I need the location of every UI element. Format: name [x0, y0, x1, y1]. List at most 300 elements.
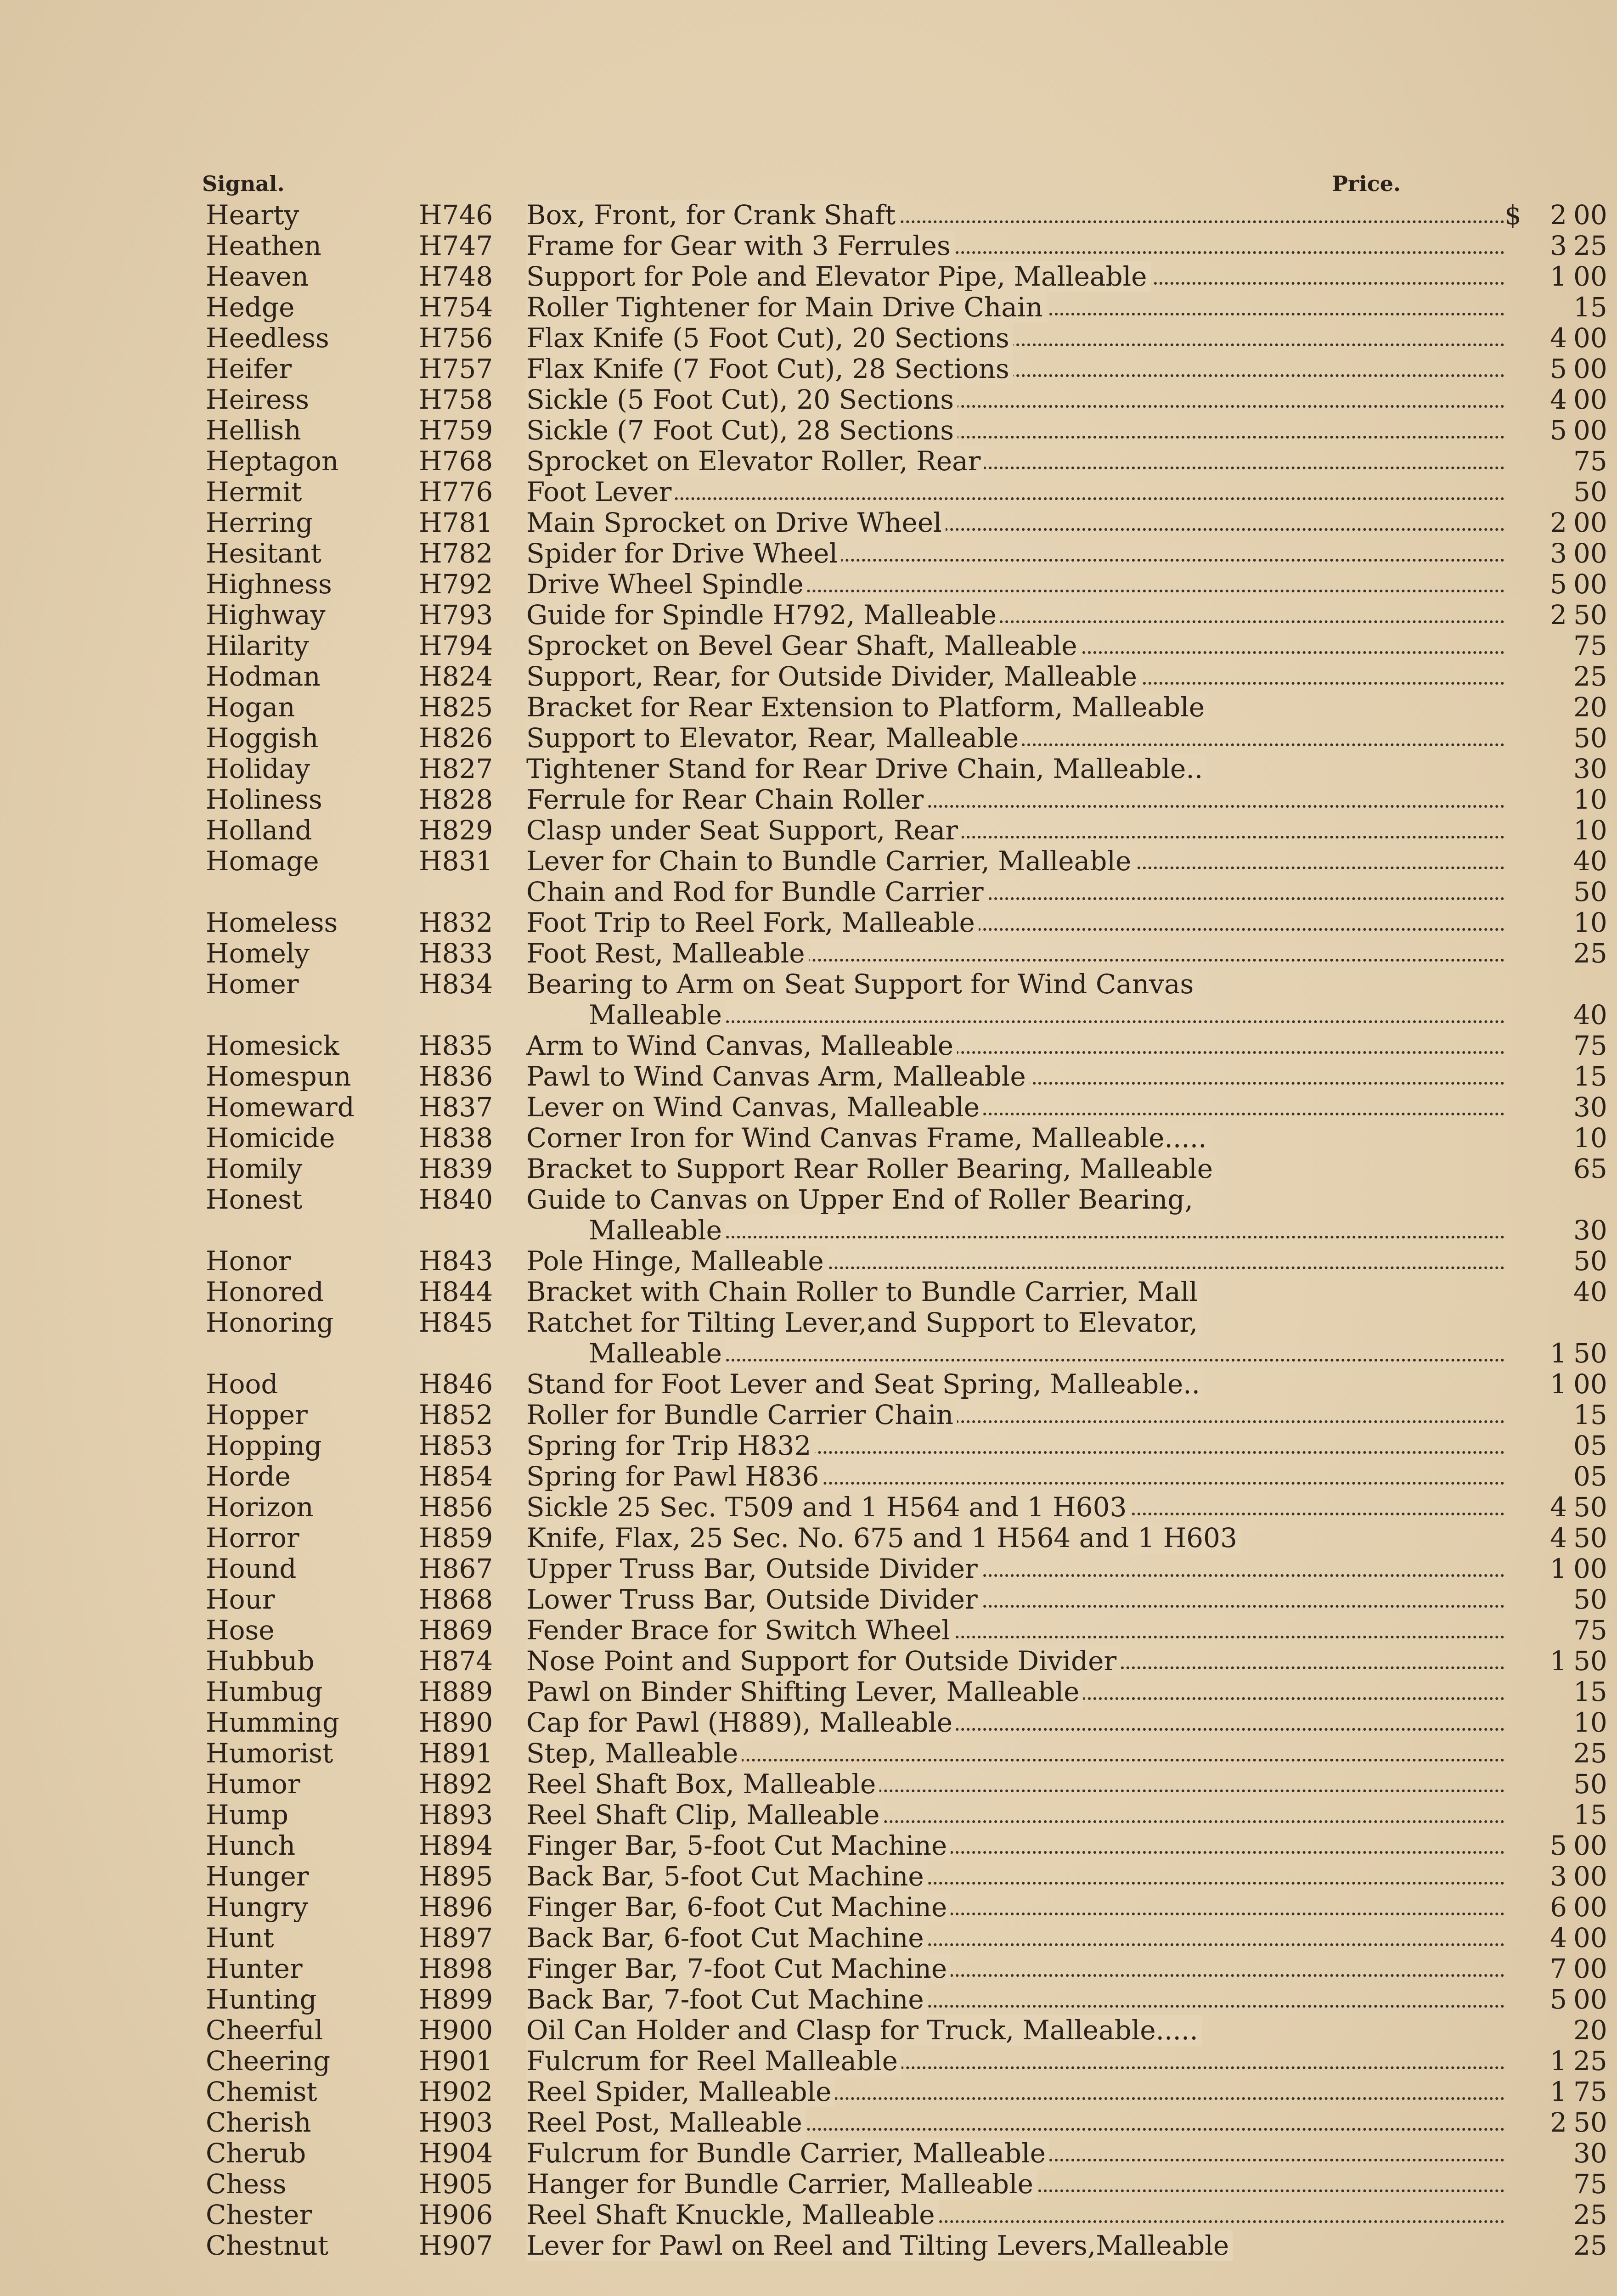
part-number: H768 — [419, 445, 493, 477]
description-text: Pawl on Binder Shifting Lever, Malleable — [526, 1677, 1083, 1707]
price-cents: 50 — [1573, 1645, 1607, 1677]
table-row — [202, 1368, 1607, 1400]
part-description — [526, 692, 1504, 723]
table-row — [202, 1707, 1607, 1738]
description-text: Step, Malleable — [526, 1738, 742, 1769]
price-dollars: 2 — [1550, 599, 1567, 630]
description-text: Frame for Gear with 3 Ferrules — [526, 231, 954, 261]
price-cents: 15 — [1573, 1061, 1607, 1092]
signal-word: Homeward — [206, 1092, 355, 1123]
description-text: Nose Point and Support for Outside Divider — [526, 1646, 1120, 1677]
part-number: H833 — [419, 938, 493, 969]
table-row — [202, 2045, 1607, 2077]
signal-word: Cherub — [206, 2138, 306, 2169]
dot-leader — [589, 1359, 1504, 1362]
part-description — [526, 2107, 1504, 2138]
part-number: H781 — [419, 507, 493, 538]
price-cents: 00 — [1573, 1984, 1607, 2015]
part-number: H840 — [419, 1184, 493, 1215]
table-row — [202, 199, 1607, 231]
price-cents: 40 — [1573, 1276, 1607, 1307]
table-row — [202, 1922, 1607, 1953]
part-description — [526, 261, 1504, 292]
price-cents: 25 — [1573, 661, 1607, 692]
price-cents: 50 — [1573, 476, 1607, 507]
price-cents: 10 — [1573, 1122, 1607, 1154]
price-cents: 00 — [1573, 1891, 1607, 1923]
price-cents: 25 — [1573, 230, 1607, 261]
part-description — [526, 1092, 1504, 1123]
price-cents: 50 — [1573, 876, 1607, 907]
signal-word: Chester — [206, 2199, 312, 2230]
table-row — [202, 1984, 1607, 2015]
part-number: H834 — [419, 968, 493, 1000]
part-number: H906 — [419, 2199, 493, 2230]
description-text: Roller Tightener for Main Drive Chain — [526, 292, 1047, 323]
part-description — [526, 200, 1504, 231]
description-text: Roller for Bundle Carrier Chain — [526, 1400, 957, 1430]
price-dollars: 1 — [1550, 1368, 1567, 1400]
table-row — [202, 661, 1607, 692]
part-description — [526, 784, 1504, 815]
signal-word: Hunting — [206, 1984, 317, 2015]
part-description — [526, 1184, 1504, 1215]
table-row — [202, 1184, 1401, 1215]
price-cents: 00 — [1573, 1830, 1607, 1861]
description-text: Foot Trip to Reel Fork, Malleable — [526, 907, 979, 938]
table-row — [202, 1061, 1607, 1092]
part-description — [526, 815, 1504, 846]
part-number: H776 — [419, 476, 493, 507]
description-text: Finger Bar, 6-foot Cut Machine — [526, 1892, 951, 1923]
part-description — [526, 2015, 1504, 2046]
signal-word: Chess — [206, 2168, 287, 2200]
price-cents: 00 — [1573, 353, 1607, 384]
price-dollars: 5 — [1550, 353, 1567, 384]
price-cents: 25 — [1573, 938, 1607, 969]
table-row — [202, 1153, 1607, 1184]
part-description — [526, 1523, 1504, 1553]
table-row — [202, 1645, 1607, 1677]
table-row — [202, 1399, 1607, 1430]
table-row — [202, 1030, 1607, 1061]
part-number: H756 — [419, 322, 493, 354]
table-row — [202, 230, 1607, 261]
part-description — [526, 969, 1504, 1000]
table-row — [202, 476, 1607, 507]
signal-word: Horde — [206, 1461, 291, 1492]
part-number: H843 — [419, 1245, 493, 1277]
signal-word: Hellish — [206, 415, 301, 446]
signal-word: Herring — [206, 507, 313, 538]
signal-word: Homily — [206, 1153, 303, 1184]
part-number: H893 — [419, 1799, 493, 1830]
description-text: Finger Bar, 7-foot Cut Machine — [526, 1953, 951, 1984]
description-text: Main Sprocket on Drive Wheel — [526, 507, 946, 538]
signal-word: Holiday — [206, 753, 310, 784]
part-number: H869 — [419, 1615, 493, 1646]
table-row — [202, 568, 1607, 600]
table-row — [202, 1461, 1607, 1492]
price-cents: 15 — [1573, 1399, 1607, 1430]
description-text: Support, Rear, for Outside Divider, Malleable — [526, 661, 1141, 692]
table-row — [202, 630, 1607, 661]
part-number: H839 — [419, 1153, 493, 1184]
part-description — [526, 846, 1504, 877]
price-cents: 75 — [1573, 2168, 1607, 2200]
signal-word: Hunter — [206, 1953, 303, 1984]
table-row — [202, 2015, 1607, 2046]
signal-word: Heifer — [206, 353, 292, 384]
description-text: Fulcrum for Reel Malleable — [526, 2046, 901, 2077]
table-row — [202, 938, 1607, 969]
description-text: Tightener Stand for Rear Drive Chain, Malleable.. — [526, 754, 1206, 784]
price-cents: 30 — [1573, 753, 1607, 784]
table-row — [202, 1245, 1607, 1277]
price-cents: 15 — [1573, 1799, 1607, 1830]
table-row — [202, 1307, 1401, 1338]
price-cents: 10 — [1573, 1707, 1607, 1738]
price-cents: 65 — [1573, 1153, 1607, 1184]
description-text: Sprocket on Elevator Roller, Rear — [526, 446, 984, 477]
description-text: Spring for Pawl H836 — [526, 1461, 823, 1492]
price-cents: 15 — [1573, 1676, 1607, 1707]
part-description — [526, 1953, 1504, 1984]
part-description — [526, 661, 1504, 692]
price-dollars: 5 — [1550, 1830, 1567, 1861]
description-text: Cap for Pawl (H889), Malleable — [526, 1707, 956, 1738]
part-description — [526, 1738, 1504, 1769]
table-row — [202, 907, 1607, 938]
part-description — [526, 292, 1504, 323]
price-cents: 00 — [1573, 384, 1607, 415]
part-description — [526, 384, 1504, 415]
part-number: H844 — [419, 1276, 493, 1307]
signal-word: Humming — [206, 1707, 339, 1738]
table-row — [202, 599, 1607, 630]
description-text: Back Bar, 5-foot Cut Machine — [526, 1861, 928, 1892]
description-text: Sprocket on Bevel Gear Shaft, Malleable — [526, 630, 1081, 661]
signal-word: Holiness — [206, 784, 322, 815]
part-description — [526, 1584, 1504, 1615]
part-number: H897 — [419, 1922, 493, 1953]
part-description — [526, 1830, 1504, 1861]
part-number: H856 — [419, 1491, 493, 1523]
part-number: H846 — [419, 1368, 493, 1400]
table-row — [202, 1491, 1607, 1523]
price-dollars: 4 — [1550, 1922, 1567, 1953]
signal-word: Hilarity — [206, 630, 309, 661]
price-cents: 25 — [1573, 2045, 1607, 2077]
price-dollars: 1 — [1550, 1645, 1567, 1677]
description-text: Malleable — [589, 1000, 726, 1030]
description-text: Bracket with Chain Roller to Bundle Carrier, Mall — [526, 1277, 1201, 1307]
part-number: H838 — [419, 1122, 493, 1154]
price-cents: 00 — [1573, 199, 1607, 231]
signal-word: Hesitant — [206, 538, 321, 569]
part-description — [526, 1061, 1504, 1092]
description-text: Ferrule for Rear Chain Roller — [526, 784, 927, 815]
part-number: H900 — [419, 2015, 493, 2046]
part-description — [526, 415, 1504, 446]
part-number: H837 — [419, 1092, 493, 1123]
table-row — [202, 845, 1607, 877]
description-text: Fender Brace for Switch Wheel — [526, 1615, 954, 1646]
description-text: Lever on Wind Canvas, Malleable — [526, 1092, 983, 1123]
description-text: Guide for Spindle H792, Malleable — [526, 600, 1000, 630]
signal-word: Hump — [206, 1799, 289, 1830]
description-text: Sickle (5 Foot Cut), 20 Sections — [526, 384, 958, 415]
description-text: Spider for Drive Wheel — [526, 538, 841, 569]
part-description — [526, 723, 1504, 754]
part-number: H907 — [419, 2230, 493, 2261]
description-text: Ratchet for Tilting Lever,and Support to Elevator, — [526, 1307, 1201, 1338]
signal-word: Horror — [206, 1522, 299, 1553]
description-text: Foot Lever — [526, 477, 675, 507]
table-row — [202, 2168, 1607, 2200]
part-number: H824 — [419, 661, 493, 692]
table-row — [202, 784, 1607, 815]
price-cents: 30 — [1573, 2138, 1607, 2169]
part-number: H854 — [419, 1461, 493, 1492]
part-number: H894 — [419, 1830, 493, 1861]
part-number: H867 — [419, 1553, 493, 1584]
description-text: Foot Rest, Malleable — [526, 938, 809, 969]
description-text: Flax Knife (7 Foot Cut), 28 Sections — [526, 354, 1013, 384]
part-number: H892 — [419, 1768, 493, 1800]
part-description — [526, 938, 1504, 969]
table-row — [202, 2230, 1607, 2261]
table-row — [202, 1953, 1607, 1984]
part-number: H895 — [419, 1861, 493, 1892]
price-cents: 25 — [1573, 1738, 1607, 1769]
part-description — [526, 1030, 1504, 1061]
table-row — [202, 2138, 1607, 2169]
signal-word: Hermit — [206, 476, 302, 507]
price-cents: 50 — [1573, 1522, 1607, 1553]
description-text: Clasp under Seat Support, Rear — [526, 815, 962, 846]
price-header: Price. — [1332, 171, 1401, 196]
description-text: Drive Wheel Spindle — [526, 569, 807, 600]
price-dollars: 5 — [1550, 568, 1567, 600]
part-number: H853 — [419, 1430, 493, 1461]
part-description — [526, 2230, 1504, 2261]
part-description — [526, 1154, 1504, 1184]
price-dollars: 1 — [1550, 2045, 1567, 2077]
price-cents: 30 — [1573, 1092, 1607, 1123]
price-dollars: 1 — [1550, 1338, 1567, 1369]
part-number: H835 — [419, 1030, 493, 1061]
table-row — [202, 999, 1607, 1030]
signal-word: Homer — [206, 968, 299, 1000]
description-text: Stand for Foot Lever and Seat Spring, Malleable.. — [526, 1369, 1204, 1400]
part-description — [526, 1307, 1504, 1338]
part-number: H782 — [419, 538, 493, 569]
part-number: H896 — [419, 1891, 493, 1923]
price-cents: 25 — [1573, 2199, 1607, 2230]
part-description — [589, 1215, 1504, 1246]
description-text: Spring for Trip H832 — [526, 1430, 815, 1461]
price-cents: 30 — [1573, 1215, 1607, 1246]
table-row — [202, 445, 1607, 477]
signal-word: Hedge — [206, 292, 295, 323]
table-row — [202, 507, 1607, 538]
part-description — [526, 877, 1504, 907]
part-description — [526, 569, 1504, 600]
part-description — [589, 1338, 1504, 1369]
description-text: Back Bar, 7-foot Cut Machine — [526, 1984, 928, 2015]
column-headers — [202, 168, 1401, 200]
signal-word: Hunch — [206, 1830, 296, 1861]
table-row — [202, 1584, 1607, 1615]
signal-word: Homage — [206, 845, 319, 877]
part-number: H828 — [419, 784, 493, 815]
part-description — [526, 2077, 1504, 2107]
part-description — [526, 600, 1504, 630]
table-row — [202, 1553, 1607, 1584]
part-description — [526, 1277, 1504, 1307]
signal-word: Heathen — [206, 230, 321, 261]
price-cents: 00 — [1573, 261, 1607, 292]
price-dollars: 1 — [1550, 2076, 1567, 2107]
signal-word: Hour — [206, 1584, 275, 1615]
signal-word: Honored — [206, 1276, 324, 1307]
description-text: Knife, Flax, 25 Sec. No. 675 and 1 H564 and 1 H603 — [526, 1523, 1241, 1553]
part-number: H825 — [419, 692, 493, 723]
price-cents: 00 — [1573, 568, 1607, 600]
signal-word: Heptagon — [206, 445, 339, 477]
price-cents: 20 — [1573, 692, 1607, 723]
price-cents: 75 — [1573, 630, 1607, 661]
table-row — [202, 1861, 1607, 1892]
part-number: H903 — [419, 2107, 493, 2138]
price-cents: 15 — [1573, 292, 1607, 323]
description-text: Oil Can Holder and Clasp for Truck, Malleable..... — [526, 2015, 1202, 2046]
description-text: Guide to Canvas on Upper End of Roller Bearing, — [526, 1184, 1197, 1215]
signal-word: Horizon — [206, 1491, 314, 1523]
part-number: H826 — [419, 722, 493, 754]
price-dollars: 6 — [1550, 1891, 1567, 1923]
price-list — [202, 168, 1607, 2261]
part-description — [589, 1000, 1504, 1030]
description-text: Lower Truss Bar, Outside Divider — [526, 1584, 981, 1615]
table-row — [202, 815, 1607, 846]
signal-word: Hearty — [206, 199, 299, 231]
description-text: Upper Truss Bar, Outside Divider — [526, 1553, 981, 1584]
signal-word: Heedless — [206, 322, 329, 354]
description-text: Finger Bar, 5-foot Cut Machine — [526, 1830, 951, 1861]
price-cents: 50 — [1573, 1245, 1607, 1277]
price-dollars: 4 — [1550, 1522, 1567, 1553]
table-row — [202, 969, 1401, 1000]
price-cents: 40 — [1573, 999, 1607, 1030]
table-row — [202, 1092, 1607, 1123]
price-cents: 00 — [1573, 538, 1607, 569]
price-cents: 75 — [1573, 1615, 1607, 1646]
price-cents: 75 — [1573, 445, 1607, 477]
part-description — [526, 2169, 1504, 2200]
part-number: H899 — [419, 1984, 493, 2015]
table-row — [202, 1276, 1607, 1307]
part-number: H793 — [419, 599, 493, 630]
part-description — [526, 1615, 1504, 1646]
price-cents: 50 — [1573, 599, 1607, 630]
part-number: H898 — [419, 1953, 493, 1984]
part-number: H852 — [419, 1399, 493, 1430]
price-dollars: 4 — [1550, 1491, 1567, 1523]
description-text: Reel Spider, Malleable — [526, 2077, 835, 2107]
price-cents: 05 — [1573, 1461, 1607, 1492]
price-dollars: 4 — [1550, 384, 1567, 415]
signal-word: Hubbub — [206, 1645, 315, 1677]
description-text: Chain and Rod for Bundle Carrier — [526, 877, 987, 907]
dollar-sign: $ — [1504, 199, 1521, 231]
description-text: Support for Pole and Elevator Pipe, Malleable — [526, 261, 1151, 292]
part-number: H901 — [419, 2045, 493, 2077]
table-row — [202, 384, 1607, 415]
part-number: H794 — [419, 630, 493, 661]
signal-word: Chemist — [206, 2076, 317, 2107]
signal-word: Hound — [206, 1553, 297, 1584]
price-cents: 40 — [1573, 845, 1607, 877]
signal-word: Homely — [206, 938, 310, 969]
part-number: H859 — [419, 1522, 493, 1553]
price-cents: 50 — [1573, 1768, 1607, 1800]
dot-leader — [589, 1236, 1504, 1238]
part-description — [526, 1461, 1504, 1492]
table-row — [202, 322, 1607, 354]
price-dollars: 5 — [1550, 1984, 1567, 2015]
part-number: H829 — [419, 815, 493, 846]
price-cents: 10 — [1573, 815, 1607, 846]
description-text: Malleable — [589, 1215, 726, 1246]
table-row — [202, 538, 1607, 569]
price-cents: 50 — [1573, 1584, 1607, 1615]
part-number: H832 — [419, 907, 493, 938]
signal-word: Heiress — [206, 384, 310, 415]
part-description — [526, 1400, 1504, 1430]
signal-word: Hungry — [206, 1891, 308, 1923]
table-row — [202, 415, 1607, 446]
signal-word: Hogan — [206, 692, 295, 723]
part-description — [526, 446, 1504, 477]
price-dollars: 2 — [1550, 199, 1567, 231]
price-cents: 50 — [1573, 1338, 1607, 1369]
table-row — [202, 1615, 1607, 1646]
description-text: Malleable — [589, 1338, 726, 1369]
part-description — [526, 1800, 1504, 1830]
part-description — [526, 1369, 1504, 1400]
part-description — [526, 1646, 1504, 1677]
description-text: Reel Post, Malleable — [526, 2107, 806, 2138]
part-description — [526, 507, 1504, 538]
part-number: H845 — [419, 1307, 493, 1338]
price-dollars: 3 — [1550, 230, 1567, 261]
price-cents: 00 — [1573, 322, 1607, 354]
table-row — [202, 261, 1607, 292]
part-description — [526, 1984, 1504, 2015]
description-text: Bracket for Rear Extension to Platform, Malleable — [526, 692, 1208, 723]
part-description — [526, 1861, 1504, 1892]
price-dollars: 1 — [1550, 261, 1567, 292]
signal-word: Hopper — [206, 1399, 308, 1430]
dot-leader — [589, 1020, 1504, 1023]
price-dollars: 3 — [1550, 538, 1567, 569]
table-row — [202, 292, 1607, 323]
table-row — [202, 692, 1607, 723]
price-dollars: 4 — [1550, 322, 1567, 354]
signal-header: Signal. — [202, 171, 285, 196]
